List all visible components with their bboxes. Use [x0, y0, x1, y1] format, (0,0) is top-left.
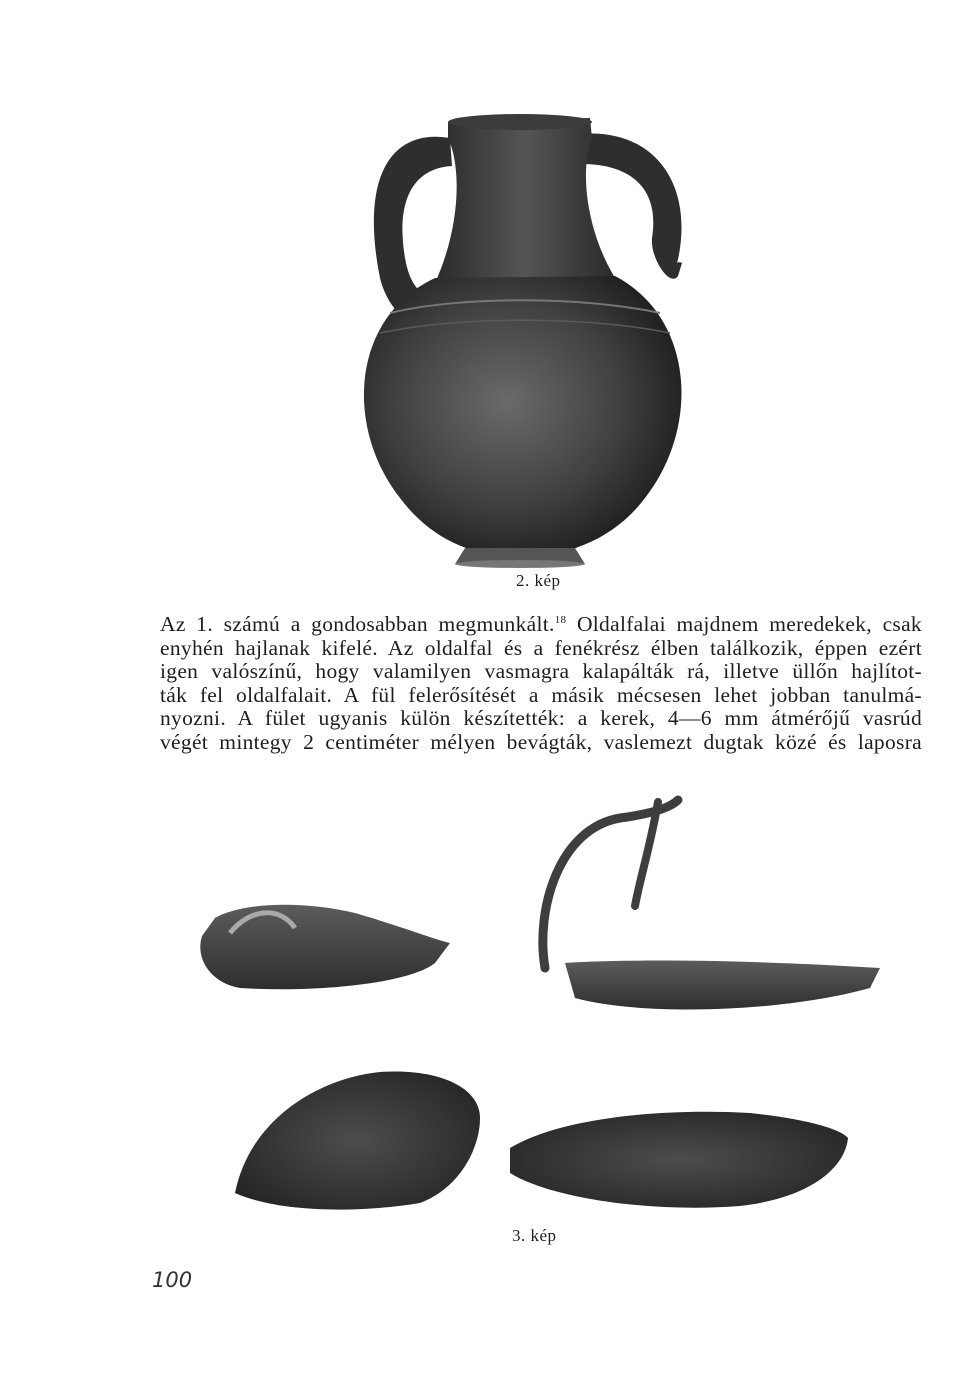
iron-lamps-photo — [180, 788, 900, 1228]
text-line — [160, 613, 922, 637]
text-segment: Oldalfalai majdnem meredekek, csak — [566, 612, 922, 636]
text-line: nyozni. A fület ugyanis külön készítették: a kerek, 4—6 mm átmérőjű vasrúd — [160, 706, 922, 730]
figure-caption-3: 3. kép — [512, 1226, 557, 1245]
text-line: végét mintegy 2 centiméter mélyen bevágták, vaslemezt dugtak közé és laposra — [160, 729, 922, 754]
figure-caption-2: 2. kép — [516, 571, 561, 590]
text-line: enyhén hajlanak kifelé. Az oldalfal és a fenékrész élben találkozik, éppen ezért — [160, 635, 922, 660]
text-segment: Az 1. számú a gondosabban megmunkált. — [160, 612, 555, 636]
footnote-ref: 18 — [554, 613, 567, 626]
text-line: igen valószínű, hogy valamilyen vasmagra kalapálták rá, illetve üllőn hajlítot- — [160, 659, 922, 683]
amphora-photo — [330, 108, 720, 568]
page-number: 100 — [152, 1268, 193, 1292]
text-line: ták fel oldalfalait. A fül felerősítését a másik mécsesen lehet jobban tanulmá- — [160, 682, 922, 707]
body-paragraph — [160, 613, 922, 754]
